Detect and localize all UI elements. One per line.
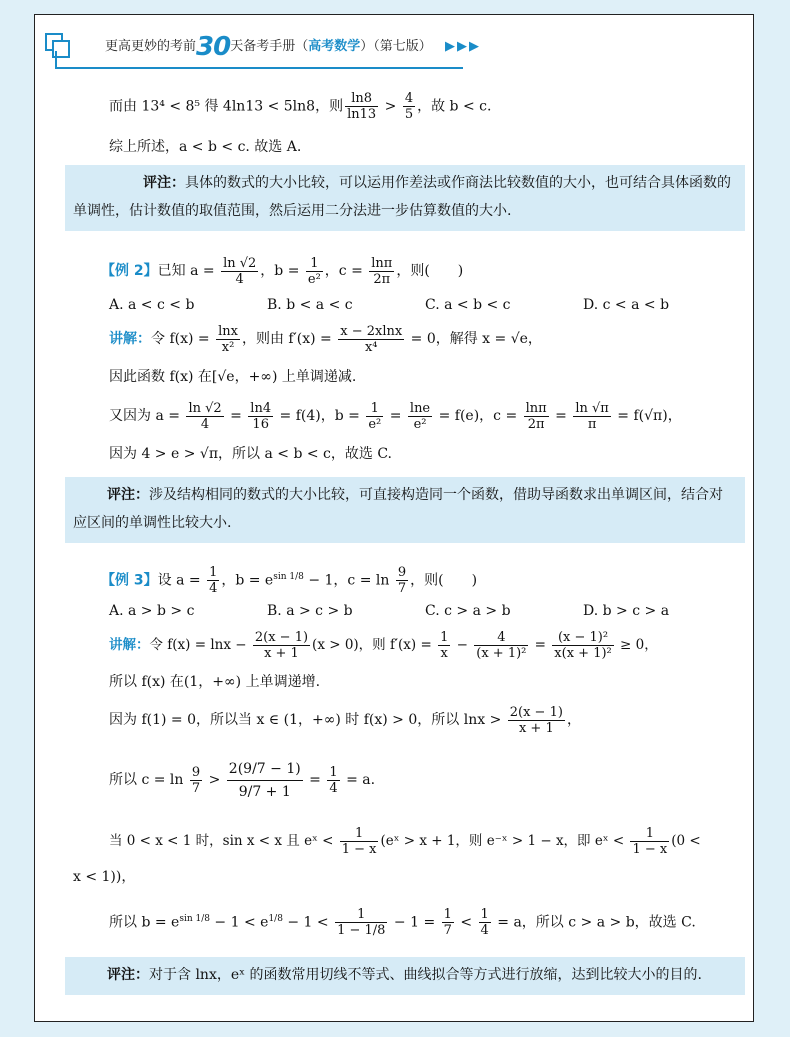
denominator: 1 − x — [341, 842, 377, 857]
option-b: B. b < a < c — [267, 297, 353, 313]
example-label: 【例 3】 — [101, 572, 158, 589]
solution-line — [73, 891, 745, 947]
header-prefix: 更高更妙的考前 — [105, 39, 197, 54]
options-row — [73, 597, 745, 625]
denominator: 4 — [235, 271, 244, 287]
fraction — [221, 256, 258, 287]
denominator: 7 — [443, 923, 452, 939]
text: 令 f(x) = — [151, 331, 215, 347]
numerator: 2(9/7 − 1) — [227, 758, 303, 781]
exponent: sin 1/8 — [179, 914, 210, 924]
solution-line: 讲解：令 f(x) = lnx − $\frac{2(x - 1)}{x + 1}$ (x > 0)，则 f′(x) = $\frac{1}{x}$ − $\frac{4}{\text{(x + 1)²}}$ = $\frac{\text{(x − 1)²}}{\text{x(x + 1)²}}$ ≥ 0， — [109, 630, 658, 661]
fraction — [327, 765, 339, 796]
denominator: 1 − x — [632, 842, 668, 857]
running-header — [35, 15, 753, 71]
fraction — [438, 630, 450, 661]
text: ，故 b < c. — [417, 98, 492, 115]
solution-line — [73, 319, 745, 359]
fraction — [366, 401, 383, 432]
fraction — [552, 630, 613, 661]
denominator: ln13 — [347, 107, 377, 122]
text: 因为 f(1) = 0，所以当 x ∈ (1，+∞) 时 f(x) > 0，所以 lnx > — [109, 712, 506, 728]
text: (x > 0)，则 f′(x) = — [312, 637, 437, 653]
text: 又因为 a = — [109, 408, 185, 424]
text: = — [225, 408, 247, 424]
solution-line: x < 1))， — [73, 869, 136, 885]
header-suffix: ）（第七版） — [360, 39, 432, 54]
fraction — [340, 826, 379, 857]
text: − 1 < — [282, 914, 334, 931]
note-tag: 评注： — [107, 487, 149, 503]
text: − — [452, 637, 473, 653]
fraction — [335, 907, 387, 938]
fraction — [573, 401, 611, 432]
text: = f(√π)， — [612, 408, 682, 424]
option-a: A. a > b > c — [109, 603, 195, 619]
denominator: x⁴ — [364, 339, 378, 355]
numerator: ln √2 — [188, 400, 222, 416]
text: ，则( ) — [396, 263, 464, 279]
text: < — [455, 914, 477, 931]
text: ，c = — [324, 263, 368, 279]
fraction — [479, 907, 491, 938]
solution-line: 因此函数 f(x) 在[√e，+∞) 上单调递减. — [109, 369, 357, 385]
text: 已知 a = — [157, 263, 220, 279]
solution-line — [73, 699, 745, 741]
exponent: sin 1/8 — [273, 572, 304, 582]
denominator: 7 — [191, 780, 201, 796]
denominator: 9/7 + 1 — [238, 783, 291, 800]
solution-line — [73, 395, 745, 437]
fraction — [396, 565, 408, 596]
text: = f(e)，c = — [434, 408, 522, 424]
numerator: ln8 — [345, 91, 378, 107]
text: (0 < — [671, 833, 701, 849]
solution-line: 所以 c = ln $\frac{9}{7}$ > $\frac{2(9/7 - 1)}{9/7 + 1}$ = $\frac{1}{4}$ = a. — [73, 741, 745, 819]
solution-line — [73, 819, 745, 863]
page — [34, 14, 754, 1022]
text: − 1 = — [389, 914, 440, 931]
text: = — [550, 408, 572, 424]
numerator: ln √π — [575, 400, 609, 416]
fraction — [248, 401, 273, 432]
note-tag: 评注： — [107, 967, 149, 983]
text: − 1 < e — [209, 914, 269, 931]
header-subject: 高考数学 — [308, 39, 361, 54]
note-box — [65, 957, 745, 995]
numerator: 1 — [306, 256, 323, 272]
option-d: D. b > c > a — [583, 603, 670, 619]
fraction — [190, 765, 202, 796]
text: > — [380, 98, 401, 115]
numerator: 1 — [335, 907, 387, 923]
header-number: 30 — [196, 32, 231, 62]
numerator: 1 — [366, 401, 383, 417]
numerator: ln4 — [250, 400, 272, 416]
arrows-icon: ▶▶▶ — [445, 39, 481, 54]
solution-tag: 讲解： — [109, 637, 150, 653]
denominator: x(x + 1)² — [554, 646, 612, 661]
header-title — [105, 32, 432, 62]
option-d: D. c < a < b — [583, 297, 670, 313]
denominator: π — [587, 416, 597, 432]
text: ，b = e — [221, 572, 274, 589]
text: ， — [566, 712, 581, 728]
denominator: 1 − 1/8 — [337, 923, 386, 939]
text-line: 综上所述，a < b < c. 故选 A. — [109, 139, 302, 155]
numerator: lnπ — [371, 255, 393, 271]
note-box — [65, 477, 745, 543]
text: = a. — [341, 772, 376, 788]
denominator: x + 1 — [264, 646, 299, 661]
fraction — [207, 565, 219, 596]
denominator: x — [440, 646, 448, 661]
fraction — [630, 826, 669, 857]
text: ，则由 f′(x) = — [241, 331, 337, 347]
denominator: 2π — [373, 271, 391, 287]
denominator: 4 — [209, 581, 218, 597]
numerator: 4 — [474, 630, 528, 646]
header-middle: 天备考手册（ — [230, 39, 309, 54]
fraction — [524, 401, 549, 432]
denominator: x + 1 — [518, 720, 554, 736]
page-content — [73, 87, 745, 995]
option-c: C. a < b < c — [425, 297, 511, 313]
solution-line: 所以 f(x) 在(1，+∞) 上单调递增. — [109, 674, 321, 690]
text: = a，所以 c > a > b，故选 C. — [492, 914, 696, 931]
example-stem — [73, 557, 745, 597]
denominator: 2π — [527, 416, 545, 432]
denominator: e² — [368, 416, 382, 432]
numerator: 1 — [480, 907, 489, 923]
note-tag: 评注： — [143, 175, 185, 191]
option-a: A. a < c < b — [109, 297, 195, 313]
fraction — [403, 91, 415, 122]
solution-tag: 讲解： — [109, 331, 151, 347]
note-text: 对于含 lnx，eˣ 的函数常用切线不等式、曲线拟合等方式进行放缩，达到比较大小的目的. — [149, 967, 702, 983]
text: ≥ 0， — [615, 637, 658, 653]
denominator: 16 — [252, 416, 269, 432]
numerator: lnπ — [525, 400, 547, 416]
note-text: 具体的数式的大小比较，可以运用作差法或作商法比较数值的大小，也可结合具体函数的单调性，估计数值的取值范围，然后运用二分法进一步估算数值的大小. — [73, 175, 731, 219]
text: 所以 b = e — [109, 914, 180, 931]
text: (eˣ > x + 1，则 e⁻ˣ > 1 − x，即 eˣ < — [380, 833, 629, 849]
fraction — [306, 256, 323, 287]
numerator: 2(x − 1) — [254, 630, 309, 645]
numerator: 1 — [209, 565, 218, 581]
numerator: 1 — [440, 630, 449, 645]
text: − 1，c = ln — [303, 572, 394, 589]
denominator: x² — [221, 339, 235, 355]
denominator: e² — [413, 416, 427, 432]
text: = f(4)，b = — [275, 408, 365, 424]
numerator: (x − 1)² — [552, 630, 613, 646]
fraction — [369, 256, 394, 287]
fraction — [253, 630, 310, 661]
text-line — [73, 91, 745, 129]
text: 而由 13⁴ < 8⁵ 得 4ln13 < 5ln8，则 — [109, 98, 344, 115]
denominator: 4 — [200, 416, 210, 432]
fraction — [508, 705, 565, 736]
denominator: 4 — [480, 923, 489, 939]
example-stem — [73, 251, 745, 291]
note-text: 涉及结构相同的数式的大小比较，可直接构造同一个函数，借助导函数求出单调区间，结合对应区间的单调性比较大小. — [73, 487, 723, 531]
option-c: C. c > a > b — [425, 603, 511, 619]
fraction — [186, 401, 223, 432]
numerator: 9 — [397, 565, 407, 581]
numerator: lnx — [218, 323, 238, 339]
fraction — [474, 630, 528, 661]
note-box — [65, 165, 745, 231]
text: = — [385, 408, 406, 424]
denominator: 4 — [329, 780, 338, 796]
denominator: (x + 1)² — [476, 646, 527, 661]
numerator: 1 — [630, 826, 669, 842]
numerator: 1 — [340, 826, 379, 842]
text: 当 0 < x < 1 时，sin x < x 且 eˣ < — [109, 833, 338, 849]
numerator: lne — [409, 400, 431, 416]
denominator: 7 — [397, 581, 407, 597]
exponent: 1/8 — [268, 914, 283, 924]
text: ，b = — [260, 263, 304, 279]
denominator: e² — [307, 271, 321, 287]
fraction — [216, 324, 240, 355]
numerator: x − 2xlnx — [340, 323, 403, 339]
fraction — [338, 324, 404, 355]
numerator: 1 — [443, 907, 452, 923]
text: ，则( ) — [410, 572, 478, 589]
example-label: 【例 2】 — [101, 263, 158, 279]
fraction — [227, 758, 303, 803]
text: 令 f(x) = lnx − — [149, 637, 251, 653]
option-b: B. a > c > b — [267, 603, 353, 619]
denominator: 5 — [404, 107, 414, 122]
text: 所以 c = ln — [109, 772, 188, 788]
fraction — [442, 907, 454, 938]
text: 设 a = — [157, 572, 206, 589]
fraction — [345, 91, 378, 122]
numerator: 2(x − 1) — [509, 704, 563, 720]
text: = 0，解得 x = √e， — [406, 331, 542, 347]
header-rule — [55, 67, 463, 69]
numerator: ln √2 — [223, 255, 257, 271]
fraction — [408, 401, 432, 432]
solution-line: 因为 4 > e > √π，所以 a < b < c，故选 C. — [109, 446, 393, 462]
options-row — [73, 291, 745, 319]
text: > — [204, 772, 225, 788]
numerator: 1 — [329, 764, 338, 780]
numerator: 4 — [404, 91, 414, 106]
numerator: 9 — [191, 764, 201, 780]
